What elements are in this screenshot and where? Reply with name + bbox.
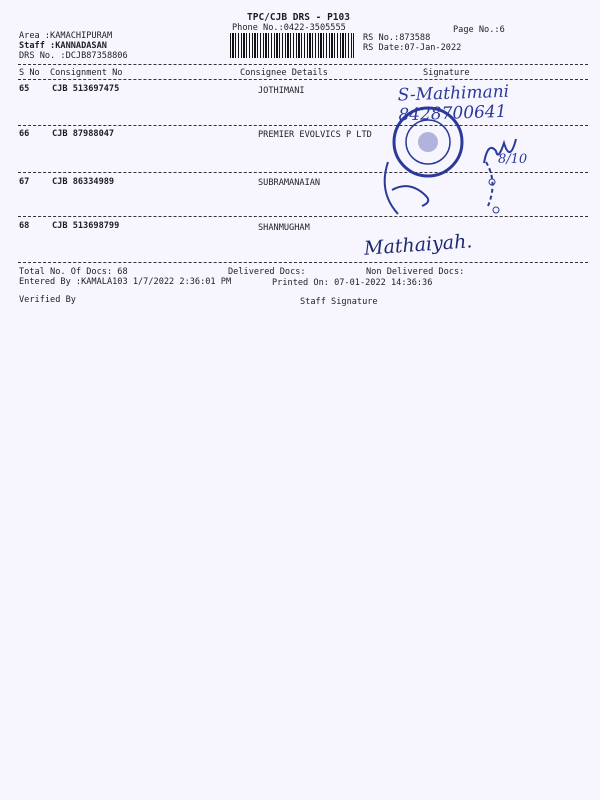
non-delivered-docs: Non Delivered Docs: — [366, 267, 465, 277]
divider — [18, 262, 588, 263]
entered-by: Entered By :KAMALA103 1/7/2022 2:36:01 PM — [19, 277, 232, 287]
staff-name: Staff :KANNADASAN — [19, 41, 107, 51]
row-sno: 67 — [19, 177, 30, 187]
staff-signature-label: Staff Signature — [300, 297, 378, 307]
verified-by: Verified By — [19, 295, 76, 305]
row-consignee: SHANMUGHAM — [258, 223, 310, 233]
page-number: Page No.:6 — [453, 25, 505, 35]
printed-on: Printed On: 07-01-2022 14:36:36 — [272, 278, 433, 288]
total-docs: Total No. Of Docs: 68 — [19, 267, 128, 277]
signature-row-68: Mathaiyah. — [363, 230, 474, 260]
row-consignment: CJB 87988047 — [52, 129, 115, 139]
row-sno: 66 — [19, 129, 30, 139]
col-consignment: Consignment No — [50, 68, 123, 78]
delivered-docs: Delivered Docs: — [228, 267, 306, 277]
row-sno: 68 — [19, 221, 30, 231]
row-consignee: JOTHIMANI — [258, 86, 305, 96]
row-consignee: SUBRAMANAIAN — [258, 178, 321, 188]
signature-row-65: S-Mathimani 8428700641 — [397, 81, 510, 126]
row-consignment: CJB 513697475 — [52, 84, 120, 94]
signature-row-66: 8/10 — [498, 152, 528, 167]
area: Area :KAMACHIPURAM — [19, 31, 113, 41]
col-signature: Signature — [423, 68, 470, 78]
row-consignment: CJB 513698799 — [52, 221, 120, 231]
phone-number: Phone No.:0422-3505555 — [232, 23, 346, 33]
drs-number: DRS No. :DCJB87358806 — [19, 51, 128, 61]
barcode — [230, 33, 354, 58]
report-title: TPC/CJB DRS - P103 — [247, 12, 350, 23]
divider — [18, 64, 588, 65]
divider — [18, 79, 588, 80]
col-consignee: Consignee Details — [240, 68, 328, 78]
row-consignment: CJB 86334989 — [52, 177, 115, 187]
col-sno: S No — [19, 68, 40, 78]
row-sno: 65 — [19, 84, 30, 94]
rs-number: RS No.:873588 — [363, 33, 431, 43]
rs-date: RS Date:07-Jan-2022 — [363, 43, 462, 53]
row-consignee: PREMIER EVOLVICS P LTD — [258, 130, 372, 140]
